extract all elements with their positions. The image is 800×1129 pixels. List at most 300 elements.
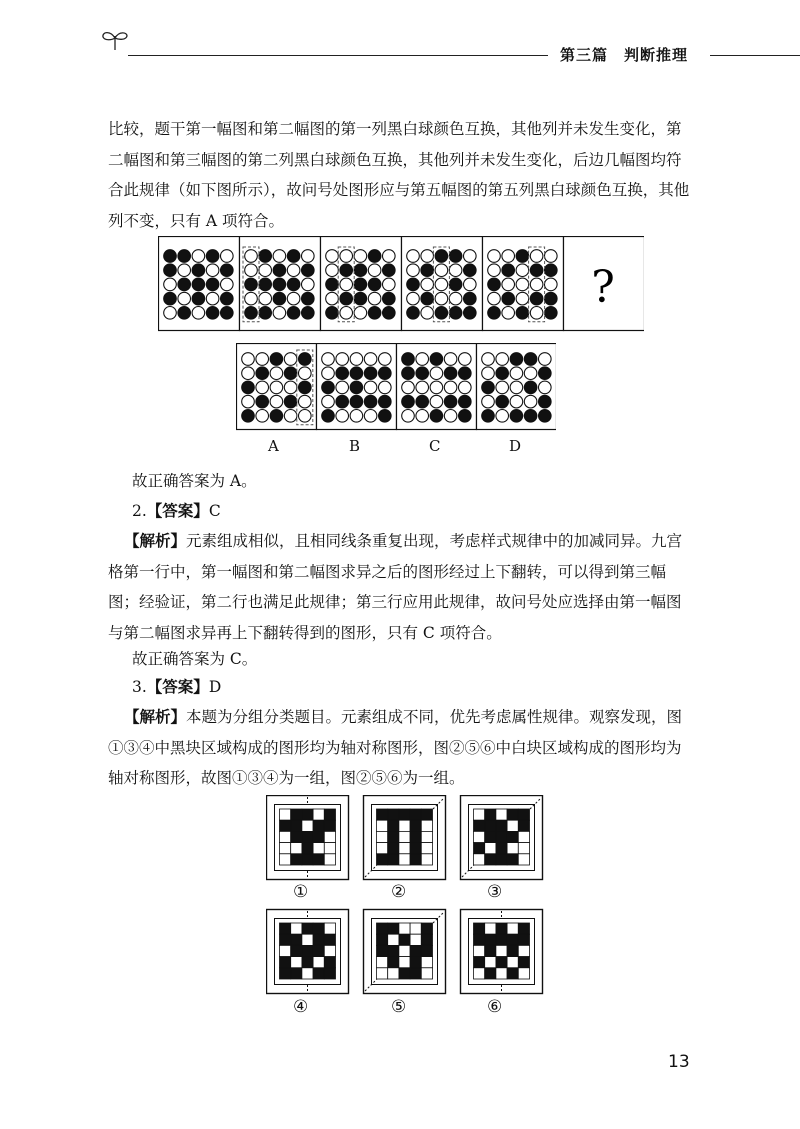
sequence-panel-3-ball xyxy=(354,250,367,263)
sequence-panel-5-ball xyxy=(502,250,515,263)
sequence-panel-4-ball xyxy=(435,250,448,263)
sequence-panel-2-ball xyxy=(245,278,258,291)
pattern-cell xyxy=(324,934,335,945)
option-panel-1-ball xyxy=(270,381,283,394)
sequence-panel-2-ball xyxy=(287,250,300,263)
pattern-cell xyxy=(302,945,313,956)
answer-value-3: D xyxy=(208,678,222,696)
option-panel-2-ball xyxy=(322,353,335,366)
question-2-number: 2. xyxy=(132,502,147,520)
option-panel-4-ball xyxy=(496,367,509,380)
pattern-cell xyxy=(410,934,421,945)
pattern-cell xyxy=(410,957,421,968)
option-panel-1-ball xyxy=(284,381,297,394)
sequence-panel-2-ball xyxy=(245,292,258,305)
pattern-cell xyxy=(280,809,291,820)
option-panel-2-ball xyxy=(379,367,392,380)
option-panel-3-ball xyxy=(430,410,443,423)
pattern-cell xyxy=(485,831,496,842)
option-panel-4-ball xyxy=(539,410,552,423)
sequence-panel-3-ball xyxy=(368,250,381,263)
option-panel-1-ball xyxy=(242,410,255,423)
pattern-cell xyxy=(410,968,421,979)
sequence-panel-5-ball xyxy=(545,307,558,320)
sequence-panel-5-ball xyxy=(545,250,558,263)
pattern-cell xyxy=(313,945,324,956)
option-panel-4-ball xyxy=(510,381,523,394)
pattern-cell xyxy=(474,923,485,934)
pattern-cell xyxy=(313,968,324,979)
option-panel-2-ball xyxy=(379,410,392,423)
option-panel-4-ball xyxy=(524,395,537,408)
pattern-cell xyxy=(399,957,410,968)
sequence-panel-4-ball xyxy=(435,278,448,291)
pattern-cell xyxy=(421,968,432,979)
sequence-panel-1-ball xyxy=(192,250,205,263)
grid-pattern-figure xyxy=(266,795,556,1020)
option-panel-1-ball xyxy=(256,410,269,423)
sequence-panel-1-ball xyxy=(178,250,191,263)
sequence-panel-4-ball xyxy=(407,264,420,277)
sequence-panel-4-ball xyxy=(449,250,462,263)
pattern-cell xyxy=(485,843,496,854)
answer-tag-3: 【答案】 xyxy=(146,678,209,696)
pattern-cell xyxy=(518,820,529,831)
pattern-cell xyxy=(507,854,518,865)
sequence-panel-4-ball xyxy=(407,278,420,291)
figure-label-2: ② xyxy=(391,882,407,902)
sequence-panel-5-ball xyxy=(516,278,529,291)
option-panel-3-ball xyxy=(402,353,415,366)
pattern-cell xyxy=(313,957,324,968)
analysis-tag-2: 【解析】 xyxy=(124,532,187,550)
sequence-panel-3-ball xyxy=(383,264,396,277)
answer-line-1: 故正确答案为 A。 xyxy=(132,472,257,490)
sequence-panel-5-ball xyxy=(530,250,543,263)
ball-sequence-figure xyxy=(158,236,644,332)
pattern-cell xyxy=(485,923,496,934)
pattern-cell xyxy=(518,945,529,956)
pattern-cell xyxy=(313,831,324,842)
pattern-cell xyxy=(302,831,313,842)
sequence-panel-3-ball xyxy=(340,278,353,291)
option-panel-2-ball xyxy=(364,367,377,380)
sequence-panel-1-ball xyxy=(192,278,205,291)
pattern-cell xyxy=(377,831,388,842)
option-panel-1-ball xyxy=(256,395,269,408)
option-panel-4-ball xyxy=(539,395,552,408)
sequence-panel-4-ball xyxy=(435,292,448,305)
option-panel-1-ball xyxy=(284,353,297,366)
option-panel-1-ball xyxy=(299,367,312,380)
pattern-cell xyxy=(474,843,485,854)
sequence-panel-5-ball xyxy=(545,264,558,277)
pattern-cell xyxy=(507,820,518,831)
pattern-cell xyxy=(291,923,302,934)
pattern-cell xyxy=(324,820,335,831)
option-panel-4-ball xyxy=(510,395,523,408)
pattern-cell xyxy=(421,843,432,854)
option-panel-3-ball xyxy=(459,353,472,366)
option-panel-2-ball xyxy=(336,395,349,408)
answer-value-2: C xyxy=(208,502,221,520)
pattern-cell xyxy=(377,809,388,820)
option-panel-2-ball xyxy=(336,367,349,380)
pattern-cell xyxy=(280,957,291,968)
option-label-c: C xyxy=(429,437,441,455)
sequence-panel-5-ball xyxy=(530,278,543,291)
sequence-panel-3-ball xyxy=(340,250,353,263)
pattern-cell xyxy=(388,820,399,831)
pattern-cell xyxy=(280,831,291,842)
pattern-cell xyxy=(496,809,507,820)
pattern-cell xyxy=(388,945,399,956)
pattern-cell xyxy=(507,968,518,979)
question-mark: ? xyxy=(591,262,615,313)
option-panel-3-ball xyxy=(416,353,429,366)
sequence-panel-4-ball xyxy=(449,307,462,320)
answer-tag-2: 【答案】 xyxy=(146,502,209,520)
pattern-cell xyxy=(324,945,335,956)
pattern-cell xyxy=(377,820,388,831)
option-panel-3-ball xyxy=(402,381,415,394)
option-panel-1-ball xyxy=(284,367,297,380)
sequence-panel-4-ball xyxy=(407,250,420,263)
option-panel-4-ball xyxy=(496,381,509,394)
option-panel-3-ball xyxy=(416,410,429,423)
option-panel-1-ball xyxy=(299,381,312,394)
sequence-panel-2-ball xyxy=(287,264,300,277)
pattern-cell xyxy=(280,820,291,831)
sequence-panel-1-ball xyxy=(221,307,234,320)
pattern-cell xyxy=(474,957,485,968)
pattern-cell xyxy=(410,923,421,934)
sequence-panel-2-ball xyxy=(302,278,315,291)
sequence-panel-3-ball xyxy=(326,307,339,320)
pattern-cell xyxy=(410,843,421,854)
sequence-panel-2-ball xyxy=(259,250,272,263)
pattern-cell xyxy=(388,831,399,842)
pattern-cell xyxy=(474,934,485,945)
sequence-panel-4-ball xyxy=(464,278,477,291)
pattern-cell xyxy=(302,820,313,831)
sequence-panel-3-ball xyxy=(340,307,353,320)
sequence-panel-4-ball xyxy=(449,292,462,305)
sequence-panel-4-ball xyxy=(464,307,477,320)
sequence-panel-1-ball xyxy=(206,292,219,305)
option-panel-4-ball xyxy=(482,410,495,423)
pattern-cell xyxy=(324,957,335,968)
option-panel-2-ball xyxy=(350,410,363,423)
header-title: 第三篇 判断推理 xyxy=(560,46,689,64)
option-panel-3-ball xyxy=(459,395,472,408)
sequence-panel-5-ball xyxy=(502,278,515,291)
sequence-panel-2-ball xyxy=(273,292,286,305)
analysis-text-3: 本题为分组分类题目。元素组成不同，优先考虑属性规律。观察发现，图①③④中黑块区域构成的图形均为轴对称图形，图②⑤⑥中白块区域构成的图形均为轴对称图形，故图①③④为一组，图②⑤⑥为一组。 xyxy=(108,708,683,787)
option-panel-2-ball xyxy=(322,410,335,423)
option-panel-4-ball xyxy=(539,367,552,380)
page-number: 13 xyxy=(668,1052,690,1072)
sequence-panel-1-ball xyxy=(206,307,219,320)
sequence-panel-3-ball xyxy=(354,307,367,320)
question-3-number: 3. xyxy=(132,678,147,696)
figure-label-3: ③ xyxy=(487,882,503,902)
pattern-cell xyxy=(280,968,291,979)
sequence-panel-4-ball xyxy=(449,278,462,291)
pattern-cell xyxy=(485,945,496,956)
sequence-panel-4-ball xyxy=(421,278,434,291)
option-panel-1-ball xyxy=(270,367,283,380)
ball-options-figure xyxy=(236,343,556,433)
sequence-panel-3-ball xyxy=(383,292,396,305)
pattern-cell xyxy=(485,854,496,865)
option-panel-4-ball xyxy=(496,395,509,408)
pattern-cell xyxy=(388,854,399,865)
pattern-cell xyxy=(291,843,302,854)
pattern-cell xyxy=(474,854,485,865)
option-panel-1-ball xyxy=(270,395,283,408)
sequence-panel-4-ball xyxy=(407,307,420,320)
pattern-cell xyxy=(410,831,421,842)
pattern-cell xyxy=(496,923,507,934)
option-panel-2-ball xyxy=(336,381,349,394)
question-2-header xyxy=(132,496,221,526)
pattern-cell xyxy=(399,854,410,865)
sequence-panel-1-ball xyxy=(221,250,234,263)
option-panel-4-ball xyxy=(524,381,537,394)
sequence-panel-2-ball xyxy=(245,307,258,320)
sequence-panel-2-ball xyxy=(259,278,272,291)
pattern-cell xyxy=(518,957,529,968)
pattern-cell xyxy=(485,809,496,820)
option-panel-2-ball xyxy=(322,367,335,380)
sequence-panel-5-ball xyxy=(516,292,529,305)
sequence-panel-1-ball xyxy=(221,264,234,277)
option-panel-1-ball xyxy=(256,381,269,394)
pattern-cell xyxy=(496,968,507,979)
option-panel-4-ball xyxy=(482,367,495,380)
sequence-panel-2-ball xyxy=(287,307,300,320)
sequence-panel-1-ball xyxy=(221,292,234,305)
pattern-cell xyxy=(507,957,518,968)
sequence-panel-5-ball xyxy=(516,307,529,320)
pattern-cell xyxy=(324,843,335,854)
leaf-icon xyxy=(100,28,130,52)
option-panel-1-ball xyxy=(256,367,269,380)
sequence-panel-4-ball xyxy=(407,292,420,305)
pattern-cell xyxy=(496,843,507,854)
option-panel-3-ball xyxy=(402,367,415,380)
sequence-panel-2-ball xyxy=(273,307,286,320)
option-panel-3-ball xyxy=(416,395,429,408)
analysis-3 xyxy=(108,702,696,794)
sequence-panel-4-ball xyxy=(421,264,434,277)
option-panel-3-ball xyxy=(459,381,472,394)
option-panel-1-ball xyxy=(299,410,312,423)
sequence-panel-1-ball xyxy=(206,264,219,277)
pattern-cell xyxy=(280,843,291,854)
sequence-panel-5-ball xyxy=(545,292,558,305)
pattern-cell xyxy=(507,831,518,842)
sequence-panel-3-ball xyxy=(368,278,381,291)
option-panel-2-ball xyxy=(350,353,363,366)
option-panel-4-ball xyxy=(510,353,523,366)
sequence-panel-2-ball xyxy=(259,292,272,305)
option-label-d: D xyxy=(509,437,522,455)
sequence-panel-3-ball xyxy=(383,250,396,263)
pattern-cell xyxy=(399,968,410,979)
sequence-panel-3-ball xyxy=(354,278,367,291)
sequence-panel-2-ball xyxy=(245,250,258,263)
sequence-panel-3-ball xyxy=(354,292,367,305)
pattern-cell xyxy=(518,843,529,854)
option-panel-2-ball xyxy=(364,395,377,408)
option-panel-3-ball xyxy=(444,381,457,394)
header-rule-right xyxy=(710,55,800,56)
figure-label-5: ⑤ xyxy=(391,997,407,1017)
option-panel-1-ball xyxy=(242,395,255,408)
pattern-cell xyxy=(280,854,291,865)
sequence-panel-4-ball xyxy=(464,264,477,277)
sequence-panel-1-ball xyxy=(178,264,191,277)
sequence-panel-5-ball xyxy=(488,264,501,277)
option-panel-3-ball xyxy=(444,410,457,423)
analysis-tag-3: 【解析】 xyxy=(124,708,187,726)
pattern-cell xyxy=(302,923,313,934)
pattern-cell xyxy=(377,934,388,945)
option-panel-3-ball xyxy=(430,367,443,380)
option-panel-2-ball xyxy=(322,395,335,408)
sequence-panel-4-ball xyxy=(421,250,434,263)
sequence-panel-3-ball xyxy=(340,292,353,305)
sequence-panel-5-ball xyxy=(516,264,529,277)
pattern-cell xyxy=(410,820,421,831)
option-panel-3-ball xyxy=(430,353,443,366)
option-panel-4-ball xyxy=(496,410,509,423)
sequence-panel-5-ball xyxy=(488,307,501,320)
pattern-cell xyxy=(496,945,507,956)
pattern-cell xyxy=(399,820,410,831)
sequence-panel-1-ball xyxy=(164,292,177,305)
option-panel-1-ball xyxy=(242,381,255,394)
option-panel-1-ball xyxy=(242,353,255,366)
sequence-panel-5-ball xyxy=(502,264,515,277)
sequence-panel-3-ball xyxy=(368,292,381,305)
pattern-cell xyxy=(302,854,313,865)
sequence-panel-3-ball xyxy=(354,264,367,277)
option-panel-1-ball xyxy=(270,410,283,423)
pattern-cell xyxy=(291,945,302,956)
pattern-cell xyxy=(324,923,335,934)
pattern-cell xyxy=(377,945,388,956)
sequence-panel-1-ball xyxy=(178,278,191,291)
sequence-panel-1-ball xyxy=(178,307,191,320)
pattern-cell xyxy=(496,820,507,831)
sequence-panel-5-ball xyxy=(530,292,543,305)
sequence-panel-5-ball xyxy=(502,307,515,320)
pattern-cell xyxy=(518,923,529,934)
pattern-cell xyxy=(496,934,507,945)
option-panel-2-ball xyxy=(336,410,349,423)
option-panel-2-ball xyxy=(364,381,377,394)
option-panel-3-ball xyxy=(459,410,472,423)
pattern-cell xyxy=(421,809,432,820)
option-panel-2-ball xyxy=(350,367,363,380)
pattern-cell xyxy=(399,843,410,854)
pattern-cell xyxy=(291,968,302,979)
sequence-panel-3-ball xyxy=(383,307,396,320)
pattern-cell xyxy=(421,831,432,842)
sequence-panel-2-ball xyxy=(245,264,258,277)
sequence-panel-4-ball xyxy=(421,292,434,305)
sequence-panel-4-ball xyxy=(464,292,477,305)
figure-label-6: ⑥ xyxy=(487,997,503,1017)
option-panel-3-ball xyxy=(430,381,443,394)
figure-label-1: ① xyxy=(293,882,309,902)
pattern-cell xyxy=(388,923,399,934)
pattern-cell xyxy=(399,945,410,956)
option-panel-4-ball xyxy=(482,381,495,394)
pattern-cell xyxy=(421,934,432,945)
pattern-cell xyxy=(410,809,421,820)
pattern-cell xyxy=(313,809,324,820)
sequence-panel-4-ball xyxy=(435,264,448,277)
pattern-cell xyxy=(518,831,529,842)
pattern-cell xyxy=(474,968,485,979)
option-panel-4-ball xyxy=(524,353,537,366)
pattern-cell xyxy=(410,945,421,956)
pattern-cell xyxy=(291,831,302,842)
pattern-cell xyxy=(377,923,388,934)
pattern-cell xyxy=(518,968,529,979)
sequence-panel-1-ball xyxy=(192,292,205,305)
sequence-panel-2-ball xyxy=(302,264,315,277)
sequence-panel-5-ball xyxy=(488,250,501,263)
option-panel-3-ball xyxy=(444,353,457,366)
sequence-panel-3-ball xyxy=(340,264,353,277)
figure-label-4: ④ xyxy=(293,997,309,1017)
paragraph-1: 比较，题干第一幅图和第二幅图的第一列黑白球颜色互换，其他列并未发生变化，第二幅图和第三幅图的第二列黑白球颜色互换，其他列并未发生变化，后边几幅图均符合此规律（如下图所示），故问号处图形应与第五幅图的第五列黑白球颜色互换，其他列不变，只有 A 项符合。 xyxy=(108,120,690,230)
pattern-cell xyxy=(291,809,302,820)
pattern-cell xyxy=(377,957,388,968)
pattern-cell xyxy=(313,923,324,934)
option-panel-3-ball xyxy=(402,395,415,408)
option-panel-4-ball xyxy=(539,353,552,366)
pattern-cell xyxy=(302,968,313,979)
pattern-cell xyxy=(474,820,485,831)
sequence-panel-1-ball xyxy=(164,264,177,277)
sequence-panel-5-ball xyxy=(502,292,515,305)
sequence-panel-3-ball xyxy=(368,264,381,277)
pattern-cell xyxy=(421,854,432,865)
sequence-panel-1-ball xyxy=(178,292,191,305)
pattern-cell xyxy=(280,945,291,956)
analysis-2 xyxy=(108,526,696,648)
sequence-panel-4-ball xyxy=(464,250,477,263)
option-panel-2-ball xyxy=(350,395,363,408)
pattern-cell xyxy=(474,831,485,842)
sequence-panel-4-ball xyxy=(421,307,434,320)
pattern-cell xyxy=(485,968,496,979)
sequence-panel-5-ball xyxy=(488,292,501,305)
pattern-cell xyxy=(474,809,485,820)
sequence-panel-1-ball xyxy=(206,278,219,291)
pattern-cell xyxy=(518,934,529,945)
option-panel-4-ball xyxy=(539,381,552,394)
sequence-panel-2-ball xyxy=(302,292,315,305)
pattern-cell xyxy=(324,968,335,979)
pattern-cell xyxy=(485,957,496,968)
